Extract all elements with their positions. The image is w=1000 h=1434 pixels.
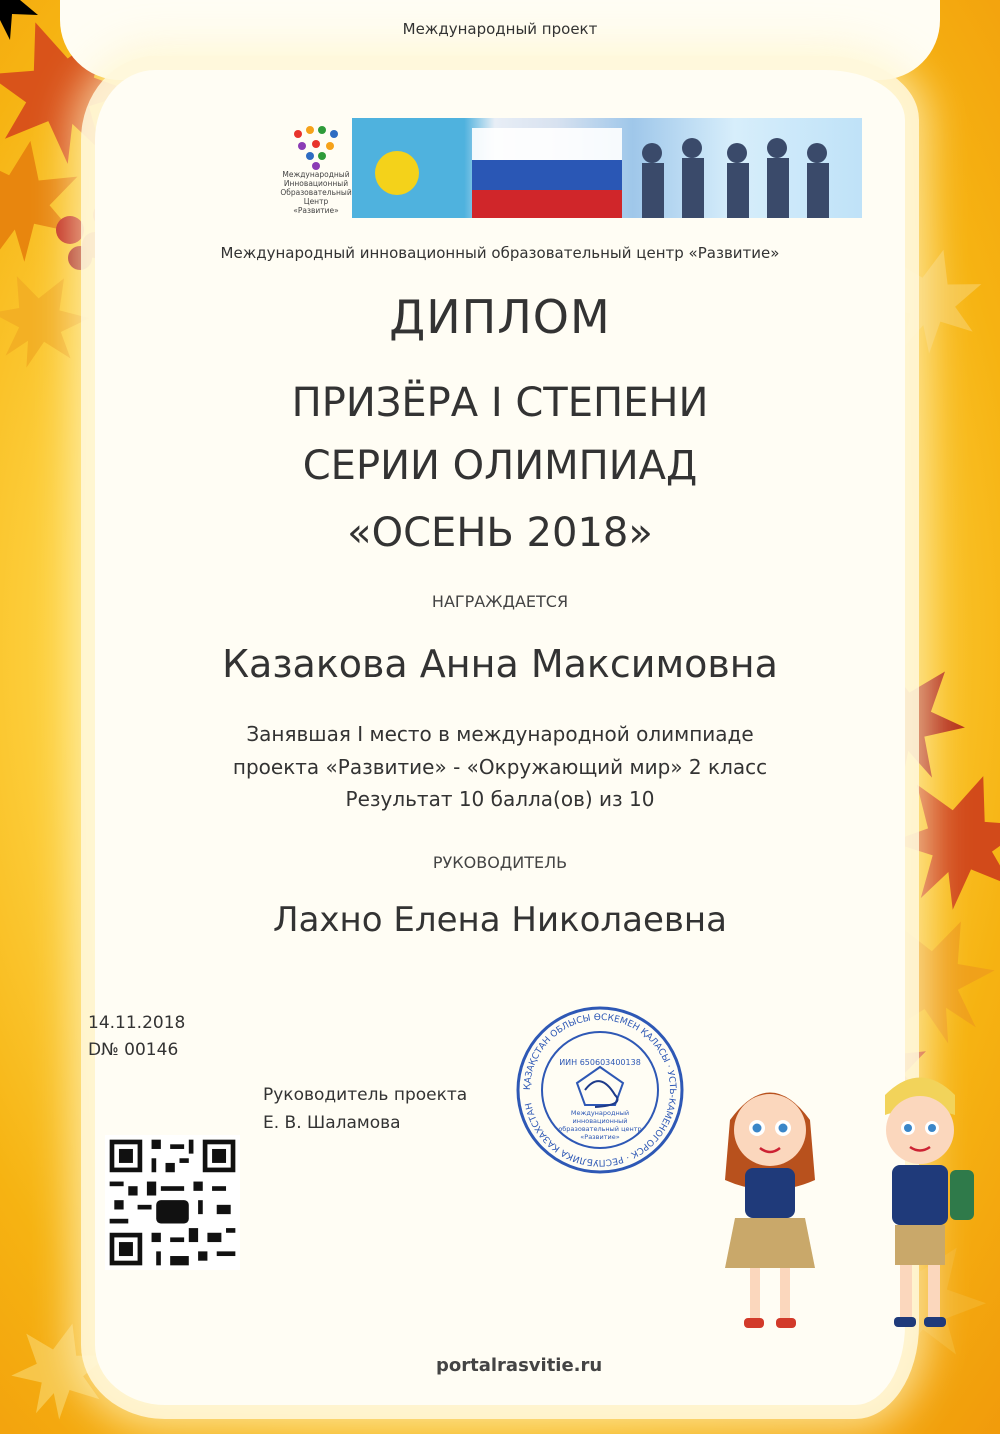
logo-caption: Международный Инновационный Образовательный Центр «Развитие» <box>280 170 352 215</box>
qr-code[interactable] <box>105 1135 240 1270</box>
top-note: Международный проект <box>402 20 598 38</box>
issue-date: 14.11.2018 <box>88 1013 186 1033</box>
stamp-inn: ИИН 650603400138 <box>559 1058 641 1067</box>
stamp-inner-text: Международный инновационный образовательный центр «Развитие» <box>558 1109 642 1141</box>
children-illustration <box>710 1060 990 1360</box>
project-head-label: Руководитель проекта <box>263 1085 468 1105</box>
stamp-outer-text: ҚАЗАҚСТАН ОБЛЫСЫ ӨСКЕМЕН ҚАЛАСЫ · УСТЬ-КАМЕНОГОРСК · РЕСПУБЛИКА КАЗАХСТАН <box>522 1012 678 1168</box>
organization-name: Международный инновационный образовательный центр «Развитие» <box>220 244 780 262</box>
award-line-2: проекта «Развитие» - «Окружающий мир» 2 класс <box>232 755 768 779</box>
award-line-3: Результат 10 балла(ов) из 10 <box>345 787 655 811</box>
awarded-label: НАГРАЖДАЕТСЯ <box>431 592 569 611</box>
title-line-3: «ОСЕНЬ 2018» <box>347 510 653 556</box>
title-line-1: ПРИЗЁРА I СТЕПЕНИ <box>291 380 709 426</box>
award-line-1: Занявшая I место в международной олимпиаде <box>246 722 754 746</box>
project-head-name: Е. В. Шаламова <box>263 1113 401 1133</box>
diploma-number: D№ 00146 <box>88 1040 179 1060</box>
supervisor-label: РУКОВОДИТЕЛЬ <box>432 853 568 872</box>
frame-top <box>60 0 940 80</box>
title-line-2: СЕРИИ ОЛИМПИАД <box>302 443 698 489</box>
website-link[interactable]: portalrasvitie.ru <box>436 1355 603 1376</box>
header-banner-image <box>352 118 862 218</box>
official-stamp <box>515 1005 685 1175</box>
supervisor-name: Лахно Елена Николаевна <box>273 900 727 940</box>
student-name: Казакова Анна Максимовна <box>222 642 778 686</box>
diploma-title: ДИПЛОМ <box>389 290 611 344</box>
